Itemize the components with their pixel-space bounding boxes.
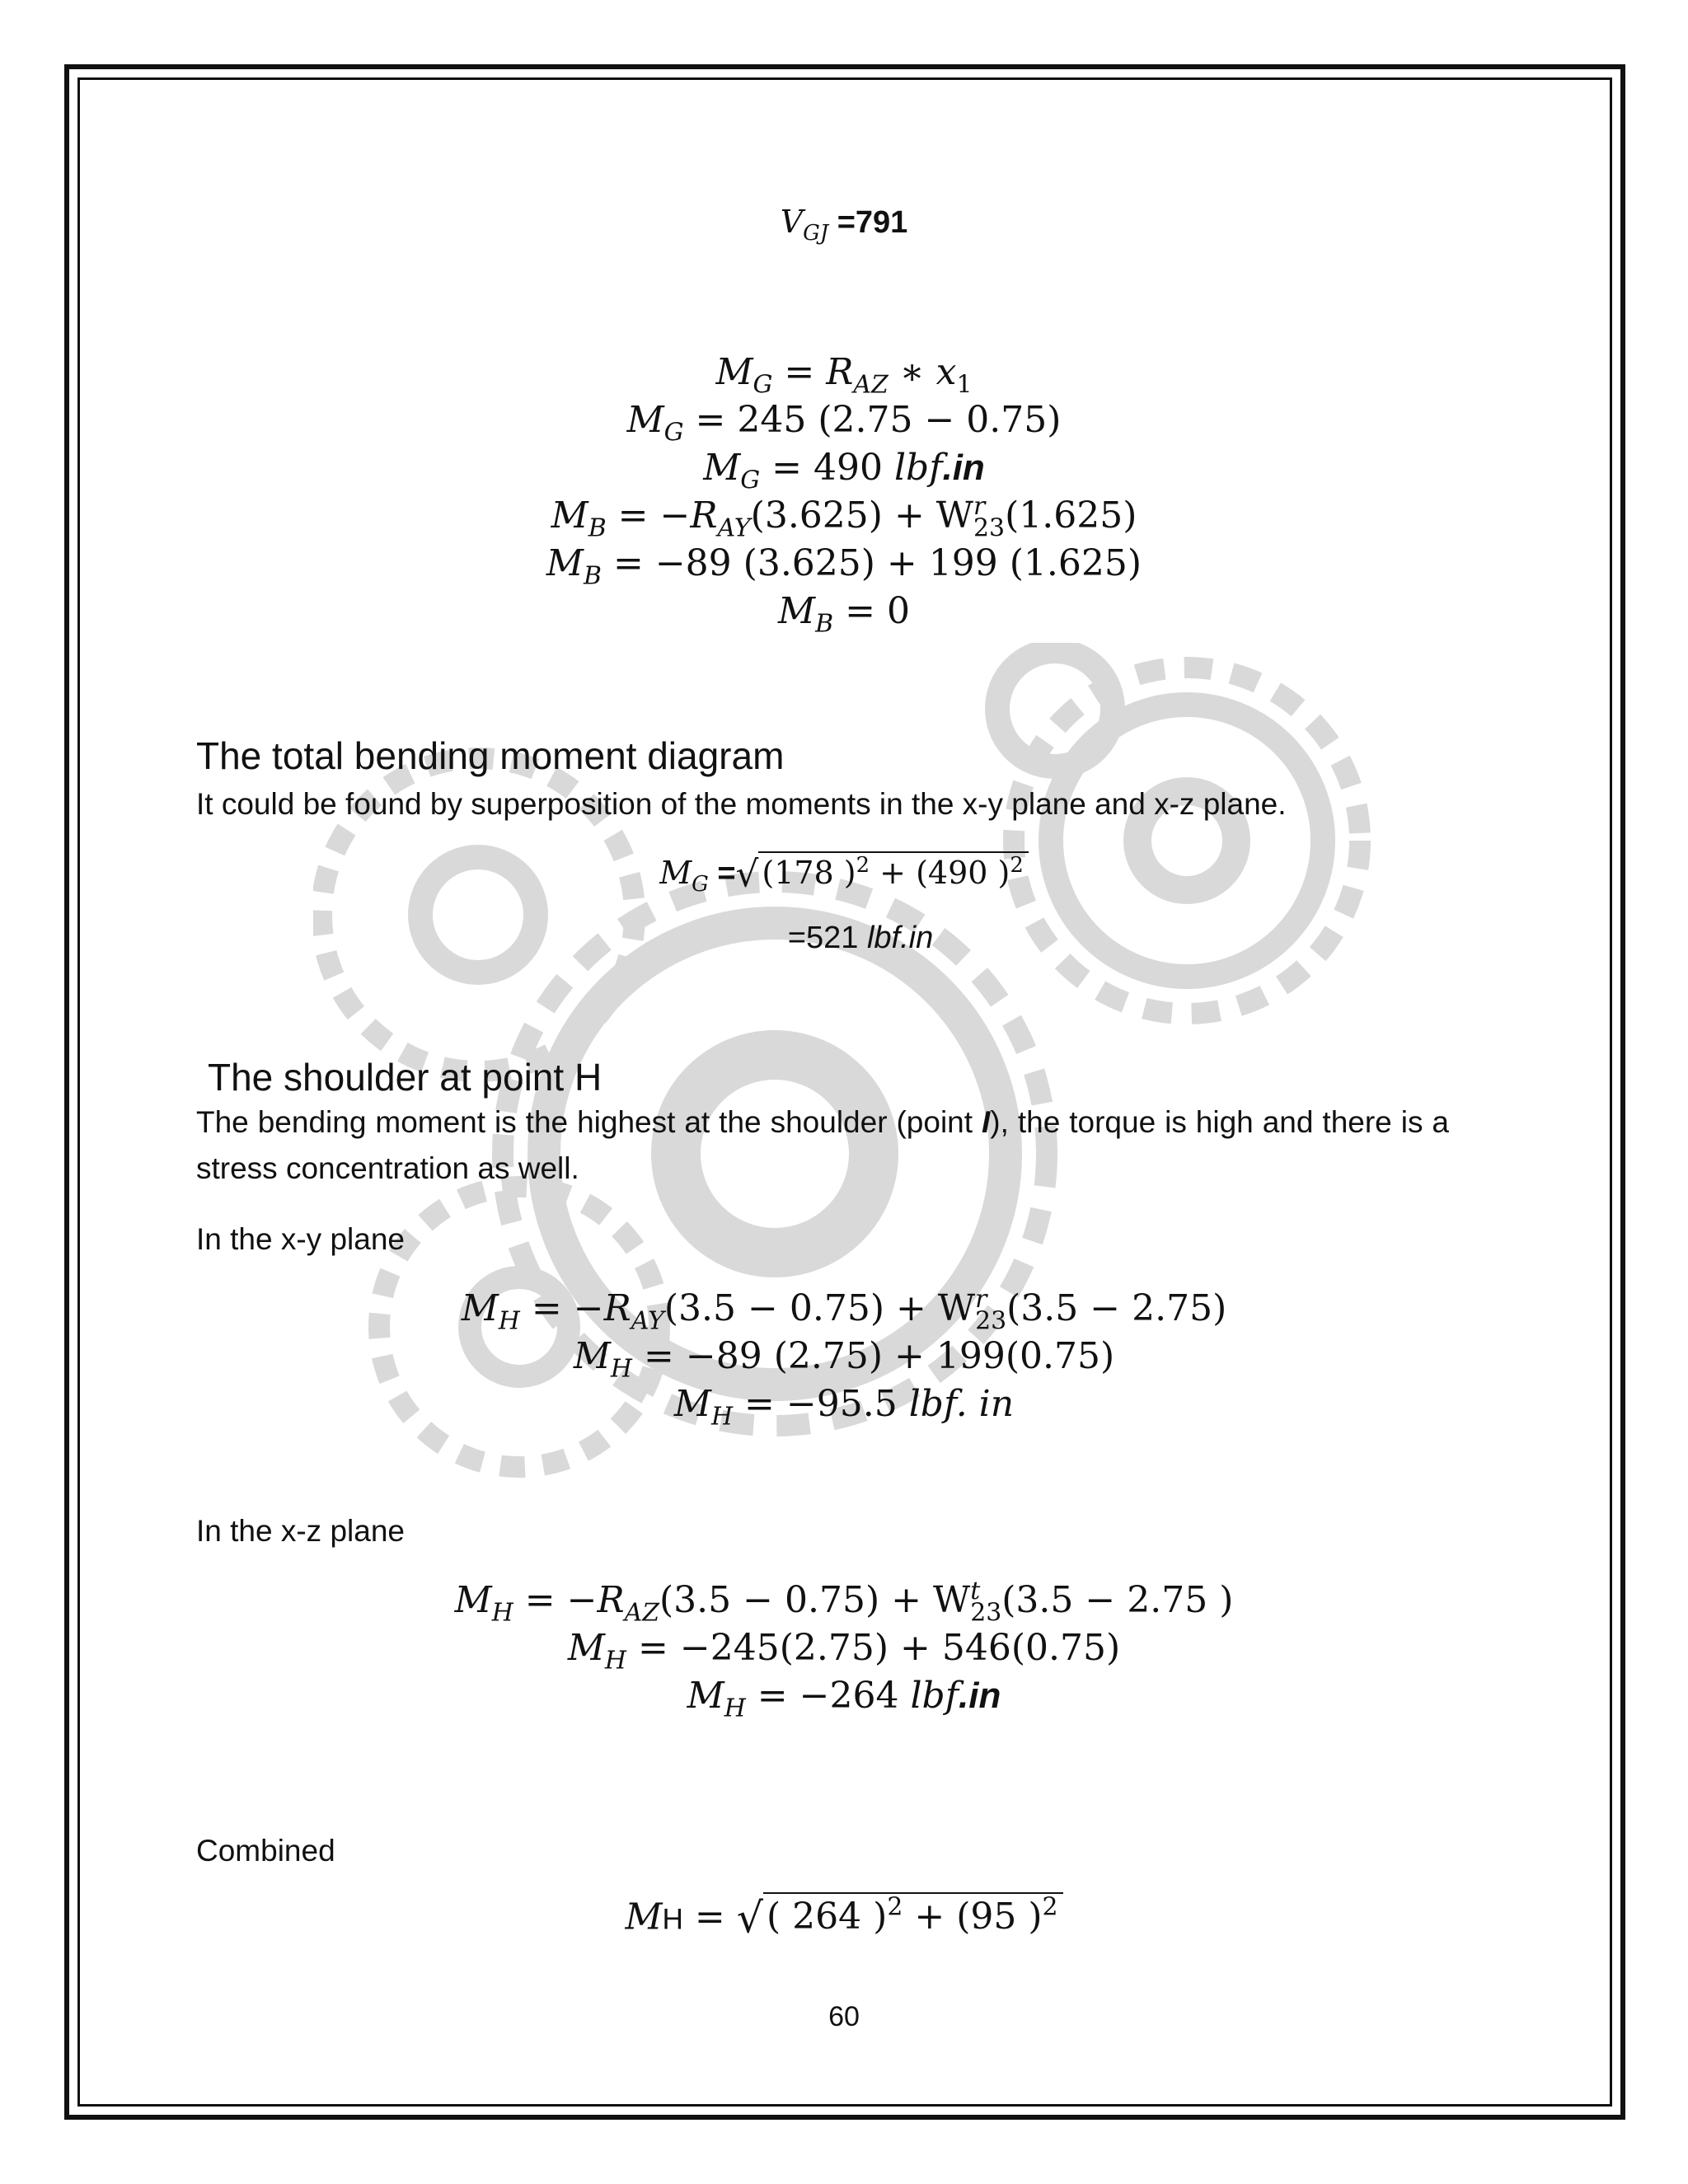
mb1-w-sub: 23 xyxy=(973,513,1006,543)
mh-xz1-w-sup: t xyxy=(970,1577,981,1605)
mb1-rhs-a: −R xyxy=(659,494,718,537)
mh-xz3-unit-tail: .in xyxy=(959,1675,1001,1716)
mh-xz1-lhs-sub: H xyxy=(491,1598,513,1628)
mh-xz3-equals: = xyxy=(745,1675,799,1717)
equation-mg-3 xyxy=(0,447,1688,495)
mh-xy1-rhs-c: (3.5 − 2.75) xyxy=(1006,1287,1227,1329)
mh-xy1-rhs-a: −R xyxy=(573,1287,631,1329)
mb3-equals: = xyxy=(833,590,887,632)
mg3-lhs: M xyxy=(703,447,741,489)
heading-shoulder-point-h: The shoulder at point H xyxy=(208,1056,603,1099)
mh-xz3-unit: lbf xyxy=(910,1675,959,1717)
label-xz-plane: In the x-z plane xyxy=(196,1514,405,1548)
mg1-equals: = xyxy=(772,351,827,393)
mg-total-lhs-sub: G xyxy=(692,872,709,898)
mh-comb-lhs-sub: H xyxy=(662,1903,683,1936)
mh-xz1-lhs: M xyxy=(454,1579,492,1621)
mh-xz1-w-sub: 23 xyxy=(970,1598,1002,1628)
mg3-rhs: 490 xyxy=(813,447,894,489)
mg-total-sup1: 2 xyxy=(856,853,870,878)
mg3-equals: = xyxy=(760,447,814,489)
vgj-lhs: V xyxy=(780,204,804,240)
equation-mb-1 xyxy=(0,492,1688,543)
mb1-rhs-c: (1.625) xyxy=(1005,494,1137,537)
mg-total-sqrt xyxy=(735,853,1029,896)
mg-result-unit: lbf.in xyxy=(866,921,934,955)
mh-xy3-unit: lbf. in xyxy=(908,1383,1015,1425)
shoulder-text-a: The bending moment is the highest at the shoulder (point xyxy=(196,1105,982,1139)
mg-total-lhs: M xyxy=(659,855,692,892)
mb1-equals: = xyxy=(606,494,660,537)
mh-xz2-rhs: −245(2.75) + 546(0.75) xyxy=(679,1627,1121,1669)
mg2-equals: = xyxy=(683,399,738,441)
heading-total-bending-moment: The total bending moment diagram xyxy=(196,734,785,777)
mh-comb-term1: ( 264 ) xyxy=(767,1896,888,1938)
mh-xz1-rhs-a: −R xyxy=(566,1579,625,1621)
mh-xz2-lhs: M xyxy=(567,1627,605,1669)
mh-xy1-w-sub: 23 xyxy=(975,1306,1007,1336)
mh-xy1-rhs-a-sub: AY xyxy=(631,1306,664,1336)
mg-total-equals: = xyxy=(708,856,736,892)
mg2-lhs-sub: G xyxy=(663,418,684,448)
mg1-op: ∗ xyxy=(888,351,936,393)
page-number: 60 xyxy=(828,2001,860,2032)
equation-mg-1 xyxy=(0,351,1688,400)
mh-xy2-lhs-sub: H xyxy=(610,1354,633,1384)
paragraph-superposition: It could be found by superposition of the moments in the x-y plane and x-z plane. xyxy=(196,787,1287,821)
mh-comb-sqrt xyxy=(736,1893,1063,1943)
mh-xy3-lhs-sub: H xyxy=(710,1402,734,1432)
mb1-lhs: M xyxy=(551,494,588,537)
mh-xz1-rhs-a-sub: AZ xyxy=(624,1598,660,1628)
sqrt-symbol-icon: √ xyxy=(735,853,759,896)
mh-xz3-lhs-sub: H xyxy=(724,1694,746,1723)
mh-comb-sup1: 2 xyxy=(887,1893,903,1922)
mh-xy3-equals: = xyxy=(733,1383,786,1425)
equation-mh-xy-2 xyxy=(0,1335,1688,1384)
mb3-rhs: 0 xyxy=(886,590,910,632)
mg-total-plus: + xyxy=(870,855,917,892)
shoulder-point-label: I xyxy=(982,1105,991,1139)
mb2-rhs: −89 (3.625) + 199 (1.625) xyxy=(654,542,1142,584)
mb1-rhs-b: (3.625) + W xyxy=(750,494,974,537)
mb1-w-sup: r xyxy=(973,492,986,521)
mh-xy1-lhs: M xyxy=(461,1287,499,1329)
mh-comb-lhs: M xyxy=(625,1896,663,1938)
vgj-lhs-sub: GJ xyxy=(803,221,829,246)
mg1-rhs-sub: AZ xyxy=(853,370,889,400)
mh-xz1-rhs-c: (3.5 − 2.75 ) xyxy=(1001,1579,1234,1621)
sqrt-symbol-icon: √ xyxy=(736,1893,764,1943)
mh-xy1-rhs-b: (3.5 − 0.75) + W xyxy=(663,1287,976,1329)
mg2-rhs: 245 (2.75 − 0.75) xyxy=(737,399,1062,441)
equation-mb-2 xyxy=(0,542,1688,591)
mh-comb-plus: + xyxy=(903,1896,957,1938)
mb3-lhs-sub: B xyxy=(815,609,834,639)
mg1-x-sub: 1 xyxy=(956,370,973,400)
paragraph-shoulder xyxy=(196,1099,1449,1192)
equation-mh-xy-3 xyxy=(0,1383,1688,1432)
mg3-lhs-sub: G xyxy=(740,466,761,495)
equation-mh-xz-1 xyxy=(0,1577,1688,1628)
mg3-unit-tail: .in xyxy=(942,448,985,488)
mh-xy1-w-sup: r xyxy=(975,1285,987,1314)
mg-result-value: =521 xyxy=(787,921,867,955)
mb1-lhs-sub: B xyxy=(588,513,607,543)
mh-xz3-rhs: −264 xyxy=(799,1675,911,1717)
mg-total-term1: (178 ) xyxy=(762,855,856,892)
mh-xy3-rhs: −95.5 xyxy=(785,1383,909,1425)
mb1-rhs-a-sub: AY xyxy=(717,513,751,543)
equation-mb-3 xyxy=(0,590,1688,639)
equation-mh-xz-3 xyxy=(0,1675,1688,1723)
equation-mh-xy-1 xyxy=(0,1285,1688,1336)
equation-mh-xz-2 xyxy=(0,1627,1688,1675)
mh-xy2-rhs: −89 (2.75) + 199(0.75) xyxy=(685,1335,1115,1377)
mh-xz3-lhs: M xyxy=(687,1675,724,1717)
equation-mg-2 xyxy=(0,399,1688,448)
mb2-lhs: M xyxy=(546,542,584,584)
mb3-lhs: M xyxy=(778,590,816,632)
equation-mg-total xyxy=(0,855,1688,896)
vgj-rhs: =791 xyxy=(828,205,908,240)
mg1-x: x xyxy=(935,351,957,393)
label-xy-plane: In the x-y plane xyxy=(196,1222,405,1256)
mg-total-sup2: 2 xyxy=(1010,853,1024,878)
mh-xy2-lhs: M xyxy=(573,1335,611,1377)
mh-xz1-equals: = xyxy=(513,1579,567,1621)
equation-mh-combined xyxy=(0,1893,1688,1943)
mh-xz1-rhs-b: (3.5 − 0.75) + W xyxy=(659,1579,971,1621)
mh-xy3-lhs: M xyxy=(673,1383,711,1425)
mh-xy1-lhs-sub: H xyxy=(498,1306,520,1336)
mg1-lhs-sub: G xyxy=(753,370,773,400)
shoulder-text-b: ), the torque is high and there is a stress concentration as well. xyxy=(196,1105,1449,1185)
mh-xz2-equals: = xyxy=(626,1627,680,1669)
mh-xz2-lhs-sub: H xyxy=(604,1646,627,1675)
mb2-lhs-sub: B xyxy=(583,561,602,591)
mg3-unit: lbf xyxy=(893,447,943,489)
mh-xy1-equals: = xyxy=(519,1287,574,1329)
equation-vgj xyxy=(0,206,1688,245)
mg1-rhs: R xyxy=(826,351,854,393)
mh-xy2-equals: = xyxy=(632,1335,686,1377)
mh-comb-sup2: 2 xyxy=(1042,1893,1058,1922)
equation-mg-result xyxy=(0,921,1688,954)
mg2-lhs: M xyxy=(626,399,664,441)
mg1-lhs: M xyxy=(715,351,753,393)
mg-total-term2: (490 ) xyxy=(916,855,1010,892)
mb2-equals: = xyxy=(601,542,655,584)
mh-comb-term2: (95 ) xyxy=(956,1896,1043,1938)
mh-comb-equals: = xyxy=(682,1896,737,1938)
label-combined: Combined xyxy=(196,1834,335,1868)
